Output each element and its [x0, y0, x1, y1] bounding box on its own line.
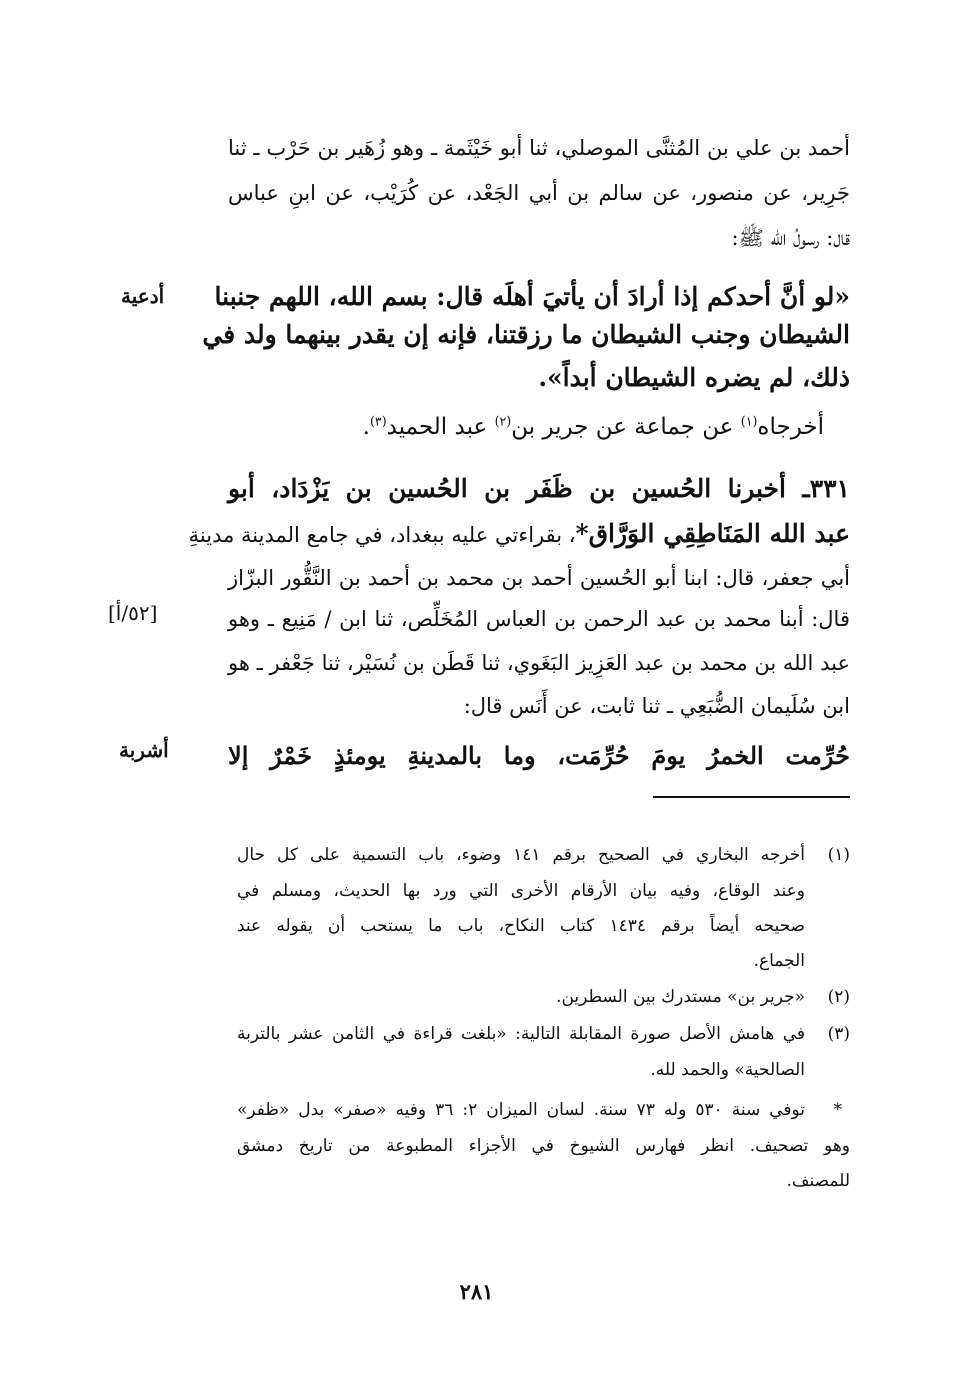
footnote-number: (٢) [827, 987, 850, 1007]
entry-line: أبي جعفر، قال: ابنا أبو الحُسين أحمد بن محمد بن أحمد بن النَّقُّور البزّاز [228, 566, 850, 590]
takhrij-text: عن جماعة عن جرير بن [511, 414, 741, 440]
margin-note-topic: أشربة [119, 738, 169, 762]
footnote-ref: (٢) [494, 413, 512, 429]
takhrij-text: عبد الحميد [386, 414, 495, 440]
footnote-asterisk: * [833, 1100, 842, 1120]
entry-line [188, 519, 850, 548]
entry-text: ، بقراءتي عليه ببغداد، في جامع المدينة مدينةِ [188, 523, 576, 547]
footnote-ref: (١) [740, 413, 758, 429]
footnote-line: أخرجه البخاري في الصحيح برقم ١٤١ وضوء، باب التسمية على كل حال [237, 845, 805, 865]
footnote-separator [653, 796, 850, 798]
footnote-number: (١) [827, 845, 850, 865]
entry-line: قال: أبنا محمد بن عبد الرحمن بن العباس المُخَلِّص، ثنا ابن / مَنِيع ـ وهو [228, 607, 850, 631]
takhrij-text: أخرجاه [757, 414, 824, 440]
footnote-line: وعند الوقاع، وفيه بيان الأرقام الأخرى التي ورد بها الحديث، ومسلم في [237, 881, 805, 901]
footnote-line: وهو تصحيف. انظر فهارس الشيوخ في الأجزاء المطبوعة من تاريخ دمشق [237, 1136, 850, 1156]
footnote-line: للمصنف. [786, 1171, 850, 1191]
footnote-line: في هامش الأصل صورة المقابلة التالية: «بلغت قراءة في الثامن عشر بالتربة [237, 1024, 805, 1044]
footnote-line: توفي سنة ٥٣٠ وله ٧٣ سنة. لسان الميزان ٢: ٣٦ وفيه «صفر» بدل «ظفر» [237, 1100, 806, 1120]
hadith-line: حُرِّمت الخمرُ يومَ حُرِّمَت، وما بالمدينةِ يومئذٍ خَمْرٌ إلا [228, 741, 850, 770]
hadith-line: «لو أنَّ أحدكم إذا أرادَ أن يأتيَ أهلَه قال: بسم الله، اللهم جنبنا [214, 282, 850, 311]
margin-note-folio: [٥٢/أ] [108, 601, 158, 625]
intro-line: جَرِير، عن منصور، عن سالم بن أبي الجَعْد، عن كُرَيْب، عن ابنِ عباس [228, 181, 850, 205]
footnote-ref: (٣) [369, 413, 387, 429]
page-number: ٢٨١ [459, 1279, 494, 1304]
footnote-line: صحيحه أيضاً برقم ١٤٣٤ كتاب النكاح، باب ما يستحب أن يقوله عند [237, 916, 805, 936]
entry-line: ابن سُلَيمان الضُّبَعِي ـ ثنا ثابت، عن أَنَس قال: [463, 694, 850, 718]
intro-line: قال: رسولُ الله ﷺ: [731, 226, 850, 250]
footnote-line: الصالحية» والحمد لله. [650, 1060, 805, 1080]
hadith-line: الشيطان وجنب الشيطان ما رزقتنا، فإنه إن يقدر بينهما ولد في [202, 320, 850, 349]
footnote-line: «جرير بن» مستدرك بين السطرين. [556, 987, 805, 1007]
takhrij-line [264, 413, 824, 440]
footnote-number: (٣) [827, 1024, 850, 1044]
intro-line: أحمد بن علي بن المُثنَّى الموصلي، ثنا أبو خَيْثَمة ـ وهو زُهَير بن حَرْب ـ ثنا [228, 136, 850, 160]
narrator-name: عبد الله المَنَاطِقِي الوَرَّاق* [575, 519, 850, 548]
takhrij-text: . [362, 414, 370, 440]
hadith-line: ذلك، لم يضره الشيطان أبداً». [538, 363, 850, 392]
footnote-line: الجماع. [753, 951, 805, 971]
entry-line: عبد الله بن محمد بن عبد العَزِيز البَغَوي، ثنا قَطَن بن نُسَيْر، ثنا جَعْفر ـ هو [228, 651, 850, 675]
entry-heading: ٣٣١ـ أخبرنا الحُسين بن ظَفَر بن الحُسين بن يَزْدَاد، أبو [228, 474, 850, 503]
margin-note-topic: أدعية [121, 284, 165, 308]
